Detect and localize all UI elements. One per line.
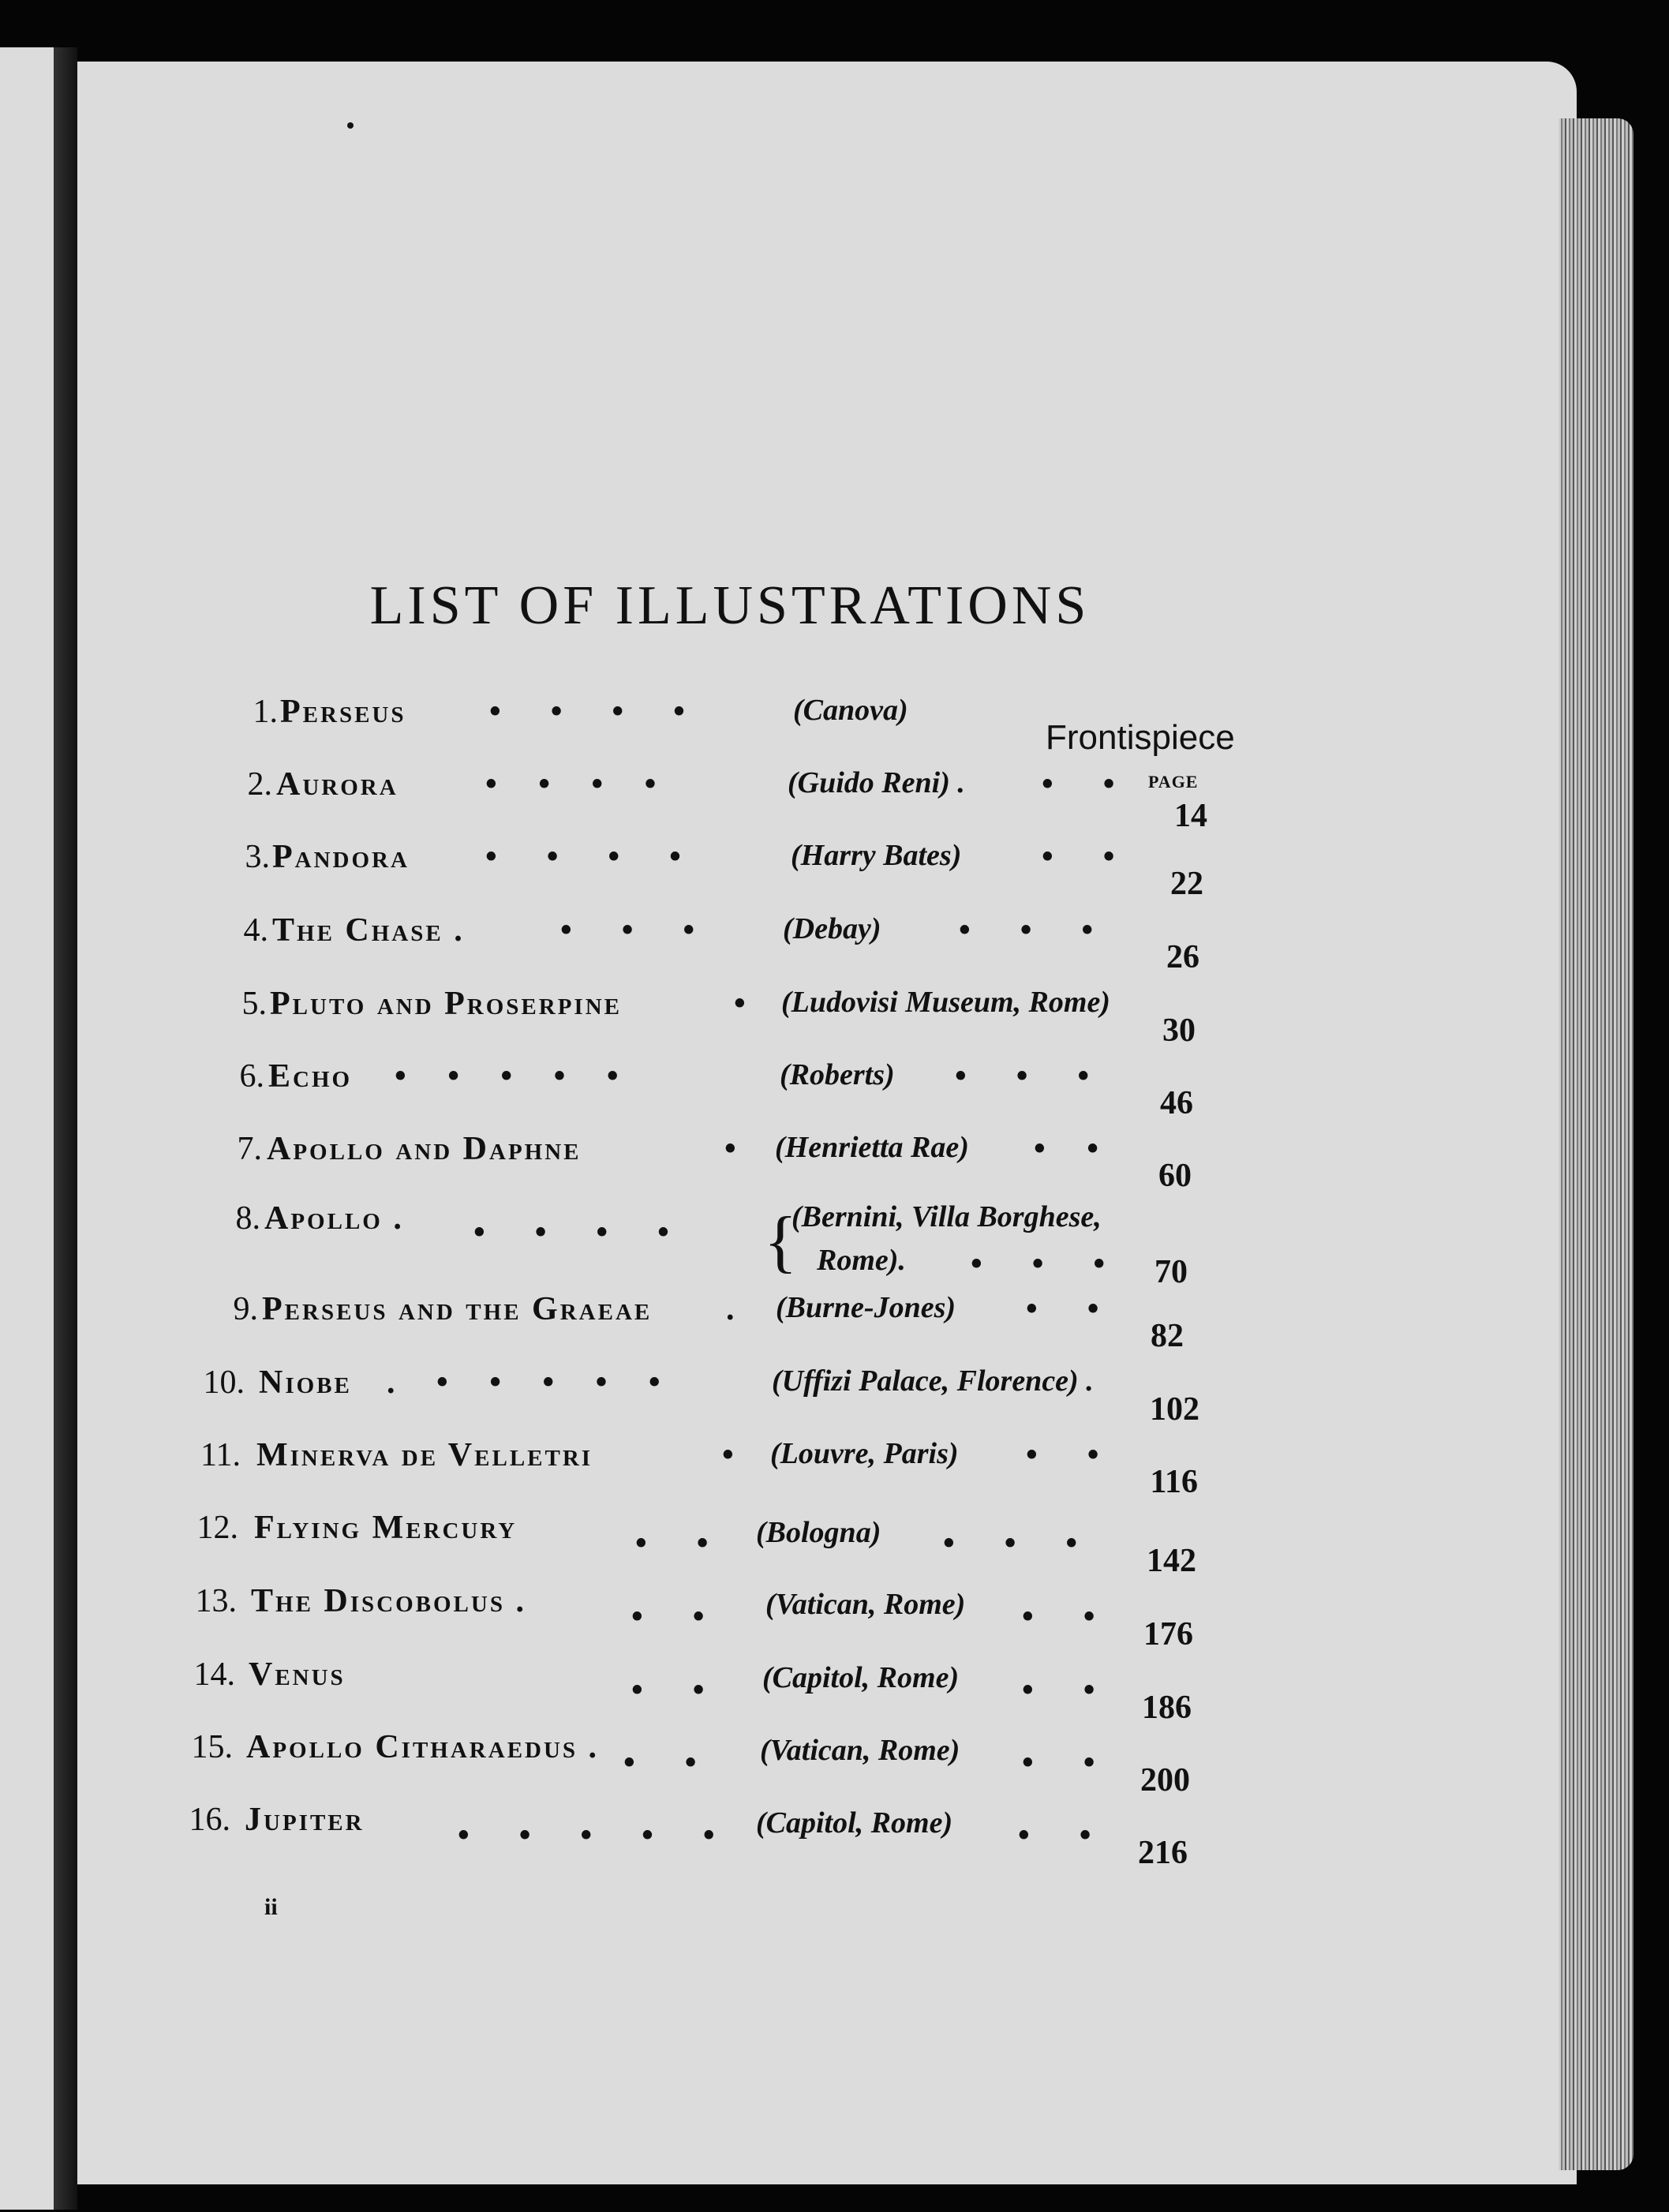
- entry-page: 82: [1151, 1318, 1184, 1354]
- entry-number: 11.: [200, 1437, 241, 1473]
- entry-source: (Roberts): [780, 1058, 895, 1091]
- entry-source: (Ludovisi Museum, Rome): [781, 986, 1110, 1019]
- page-column-header: PAGE: [1148, 772, 1199, 792]
- list-item: 15. Apollo Citharaedus . • • (Vatican, Rome) • • 200: [0, 1728, 1669, 1783]
- entry-number: 6.: [239, 1058, 264, 1095]
- list-item: 4. The Chase . • • • (Debay) • • • 26: [0, 911, 1669, 967]
- brace-symbol: {: [764, 1203, 798, 1280]
- entry-title: Perseus and the Graeae: [262, 1291, 653, 1327]
- list-item: 1. Perseus • • • • (Canova): [0, 693, 1669, 748]
- entry-number: 10.: [203, 1364, 245, 1401]
- entry-page: 70: [1154, 1254, 1188, 1290]
- entry-title: Niobe: [259, 1364, 352, 1401]
- entry-source: (Bernini, Villa Borghese,: [791, 1200, 1102, 1233]
- signature-mark: ii: [264, 1894, 278, 1920]
- entry-number: 15.: [191, 1729, 233, 1765]
- entry-source: (Burne-Jones): [776, 1291, 956, 1324]
- entry-number: 8.: [235, 1200, 260, 1237]
- entry-page: 60: [1158, 1158, 1192, 1194]
- entry-number: 5.: [241, 986, 267, 1022]
- list-item: 8. Apollo . • • • • (Bernini, Villa Borghese, Rome). • • • 70: [0, 1200, 1669, 1255]
- entry-page: 14: [1174, 798, 1207, 834]
- list-item: 10. Niobe . • • • • • (Uffizi Palace, Florence) . 102: [0, 1364, 1669, 1419]
- list-item: 16. Jupiter • • • • • (Capitol, Rome) • • 216: [0, 1801, 1669, 1856]
- entry-source: (Henrietta Rae): [775, 1131, 969, 1164]
- book-page: [77, 62, 1577, 2184]
- frontispiece-label: Frontispiece: [1046, 718, 1235, 757]
- entry-number: 7.: [237, 1131, 262, 1167]
- entry-number: 16.: [189, 1802, 230, 1838]
- entry-number: 14.: [193, 1656, 235, 1693]
- list-item: 12. Flying Mercury • • (Bologna) • • • 142: [0, 1509, 1669, 1564]
- list-item: 7. Apollo and Daphne • (Henrietta Rae) • • 60: [0, 1130, 1669, 1185]
- entry-source: (Uffizi Palace, Florence) .: [772, 1364, 1094, 1398]
- list-item: 3. Pandora • • • • (Harry Bates) • • 22: [0, 838, 1669, 893]
- entry-source: (Capitol, Rome): [762, 1661, 960, 1694]
- entry-source: (Debay): [783, 912, 881, 945]
- entry-page: 26: [1166, 939, 1199, 975]
- entry-title: Apollo and Daphne: [267, 1131, 582, 1167]
- entry-number: 2.: [247, 766, 272, 803]
- entry-source: (Guido Reni) .: [788, 766, 965, 799]
- entry-title: Echo: [268, 1058, 353, 1095]
- entry-source: (Bologna): [756, 1516, 881, 1549]
- entry-page: 200: [1140, 1762, 1190, 1798]
- entry-number: 4.: [243, 912, 268, 949]
- entry-page: 216: [1138, 1835, 1188, 1871]
- entry-page: 186: [1142, 1690, 1192, 1726]
- entry-title: The Chase .: [272, 912, 465, 949]
- entry-page: 46: [1160, 1085, 1193, 1121]
- entry-source: (Capitol, Rome): [756, 1806, 953, 1840]
- entry-page: 102: [1150, 1391, 1199, 1428]
- entry-source: (Vatican, Rome): [760, 1734, 960, 1767]
- entry-number: 12.: [196, 1510, 238, 1546]
- entry-title: Pandora: [272, 839, 410, 875]
- entry-title: Apollo .: [264, 1200, 404, 1237]
- entry-source-continued: Rome).: [817, 1244, 906, 1277]
- entry-title: Jupiter: [245, 1802, 365, 1838]
- entry-source: (Vatican, Rome): [765, 1588, 966, 1621]
- list-item: 2. Aurora • • • • (Guido Reni) . • • 14: [0, 765, 1669, 821]
- entry-number: 3.: [245, 839, 270, 875]
- page-title: LIST OF ILLUSTRATIONS: [369, 575, 1091, 636]
- list-item: 9. Perseus and the Graeae . (Burne-Jones) • • 82: [0, 1290, 1669, 1346]
- entry-title: Aurora: [276, 766, 399, 803]
- entry-source: (Louvre, Paris): [770, 1437, 959, 1470]
- entry-title: Venus: [249, 1656, 346, 1693]
- entry-source: (Harry Bates): [791, 839, 962, 872]
- entry-page: 22: [1170, 866, 1203, 902]
- entry-title: Pluto and Proserpine: [270, 986, 623, 1022]
- entry-page: 176: [1143, 1616, 1193, 1652]
- left-page-edge: [0, 47, 58, 2210]
- list-item: 11. Minerva de Velletri • (Louvre, Paris) • • 116: [0, 1436, 1669, 1492]
- entry-title: Minerva de Velletri: [256, 1437, 593, 1473]
- entry-title: The Discobolus .: [251, 1583, 526, 1619]
- entry-title: Perseus: [280, 694, 406, 730]
- entry-source: (Canova): [793, 694, 908, 727]
- entry-title: Apollo Citharaedus .: [246, 1729, 600, 1765]
- gutter-shadow: [54, 47, 77, 2210]
- entry-page: 30: [1162, 1012, 1196, 1049]
- speck: [347, 122, 354, 129]
- entry-page: 142: [1147, 1543, 1196, 1579]
- entry-number: 1.: [253, 694, 278, 730]
- list-item: 5. Pluto and Proserpine • (Ludovisi Museum, Rome) 30: [0, 985, 1669, 1040]
- entry-title: Flying Mercury: [254, 1510, 518, 1546]
- list-item: 6. Echo • • • • • (Roberts) • • • 46: [0, 1057, 1669, 1113]
- list-item: 14. Venus • • (Capitol, Rome) • • 186: [0, 1656, 1669, 1711]
- list-item: 13. The Discobolus . • • (Vatican, Rome) • • 176: [0, 1582, 1669, 1637]
- entry-number: 9.: [233, 1291, 258, 1327]
- entry-page: 116: [1150, 1464, 1198, 1500]
- entry-number: 13.: [195, 1583, 237, 1619]
